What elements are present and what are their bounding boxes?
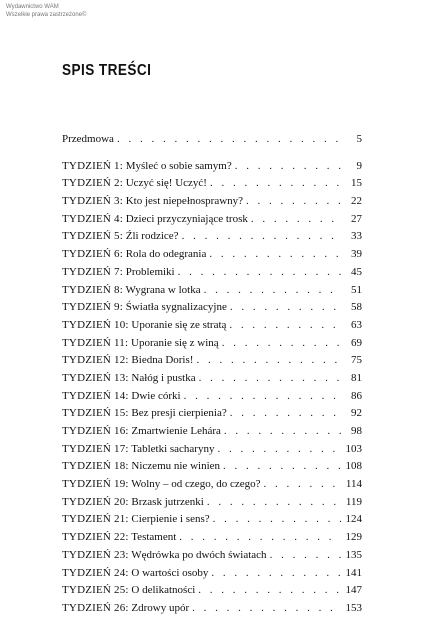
toc-leader-dots <box>198 582 341 600</box>
toc-entry-text <box>62 458 220 476</box>
toc-week-label: TYDZIEŃ 4: <box>62 212 123 225</box>
toc-page-number: 124 <box>345 513 362 526</box>
publisher-note <box>6 3 86 19</box>
toc-week-label: TYDZIEŃ 24: <box>62 566 129 579</box>
toc-page-number: 15 <box>351 177 362 190</box>
toc-chapter-title: Nałóg i pustka <box>131 371 196 384</box>
toc-entry-text <box>62 494 204 512</box>
toc-entry <box>62 317 362 335</box>
toc-chapter-title: Bez presji cierpienia? <box>131 407 227 420</box>
toc-entry-text <box>62 317 226 335</box>
toc-leader-dots <box>251 211 341 229</box>
toc-entry <box>62 494 362 512</box>
toc-week-label: TYDZIEŃ 17: <box>62 442 129 455</box>
toc-page-number: 58 <box>351 301 362 314</box>
toc-page-number: 5 <box>356 133 362 145</box>
toc-entry-text <box>62 282 201 300</box>
toc-page-number: 129 <box>345 531 362 544</box>
toc-page-number: 39 <box>351 248 362 261</box>
toc-entry <box>62 511 362 529</box>
toc-entry <box>62 565 362 583</box>
toc-entry-text <box>62 582 195 600</box>
toc-chapter-title: Zmartwienie Lehára <box>131 425 221 437</box>
toc-entry-text <box>62 600 189 618</box>
toc-entry-text <box>62 175 207 193</box>
toc-entry <box>62 264 362 282</box>
toc-entry-text <box>62 228 179 246</box>
toc-entry <box>62 352 362 370</box>
toc-leader-dots <box>246 193 341 211</box>
toc-week-label: TYDZIEŃ 23: <box>62 548 129 561</box>
toc-week-label: TYDZIEŃ 21: <box>62 513 129 526</box>
toc-entry-text <box>62 352 193 370</box>
toc-entry <box>62 370 362 388</box>
toc-page-number: 75 <box>351 354 362 367</box>
toc-entry <box>62 175 362 193</box>
toc-entry <box>62 529 362 547</box>
toc-leader-dots <box>204 282 341 300</box>
toc-chapter-title: Światła sygnalizacyjne <box>125 301 227 314</box>
toc-chapter-title: Brzask jutrzenki <box>131 495 204 508</box>
toc-entry-text <box>62 476 260 494</box>
toc-entry-text <box>62 131 114 149</box>
toc-leader-dots <box>117 131 341 149</box>
toc-entry <box>62 228 362 246</box>
toc-entry-text <box>62 158 232 176</box>
toc-leader-dots <box>179 529 341 547</box>
toc-entry <box>62 246 362 264</box>
toc-chapter-title: Testament <box>131 531 177 544</box>
toc-entry-text <box>62 547 267 565</box>
toc-leader-dots <box>209 246 341 264</box>
toc-entry-text <box>62 193 243 211</box>
toc-week-label: TYDZIEŃ 15: <box>62 407 129 420</box>
toc-entry-text <box>62 211 248 229</box>
toc-chapter-title: Myśleć o sobie samym? <box>125 159 232 172</box>
toc-chapter-title: Rola do odegrania <box>125 248 207 261</box>
toc-chapter-title: Problemiki <box>125 265 175 278</box>
toc-leader-dots <box>230 299 341 317</box>
toc-chapter-title: Biedna Doris! <box>131 354 194 367</box>
toc-entry-text <box>62 370 196 388</box>
toc-leader-dots <box>196 352 341 370</box>
toc-chapter-title: Kto jest niepełnosprawny? <box>125 195 244 208</box>
toc-leader-dots <box>235 158 341 176</box>
toc-leader-dots <box>222 335 341 353</box>
toc-page-number: 27 <box>351 212 362 225</box>
toc-chapter-title: Uczyć się! Uczyć! <box>125 177 207 190</box>
toc-entry <box>62 423 362 441</box>
toc-week-label: TYDZIEŃ 6: <box>62 248 123 261</box>
toc-page-number: 103 <box>345 442 362 455</box>
toc-week-label: TYDZIEŃ 20: <box>62 495 129 508</box>
rights-notice: Wszelkie prawa zastrzeżone© <box>6 12 87 18</box>
toc-chapter-title: Uporanie się z winą <box>131 336 219 349</box>
toc-chapter-title: Dwie córki <box>131 389 181 402</box>
toc-week-label: TYDZIEŃ 11: <box>62 336 129 349</box>
toc-entry <box>62 600 362 618</box>
toc-entry <box>62 282 362 300</box>
toc-entry <box>62 405 362 423</box>
toc-week-label: TYDZIEŃ 14: <box>62 389 129 402</box>
toc-entry <box>62 582 362 600</box>
toc-week-label: TYDZIEŃ 3: <box>62 195 123 208</box>
toc-week-label: TYDZIEŃ 1: <box>62 159 123 172</box>
toc-leader-dots <box>210 175 341 193</box>
toc-page-number: 22 <box>351 195 362 208</box>
toc-page-number: 92 <box>351 407 362 420</box>
toc-leader-dots <box>178 264 341 282</box>
toc-leader-dots <box>263 476 341 494</box>
toc-week-label: TYDZIEŃ 12: <box>62 354 129 367</box>
toc-entry <box>62 458 362 476</box>
toc-entry <box>62 193 362 211</box>
toc-week-label: TYDZIEŃ 8: <box>62 283 123 296</box>
toc-entry-preface <box>62 131 362 149</box>
toc-chapter-title: Wędrówka po dwóch światach <box>131 548 267 561</box>
toc-entry <box>62 441 362 459</box>
toc-chapter-title: Zdrowy upór <box>131 601 190 614</box>
toc-chapter-title: Przedmowa <box>62 133 114 145</box>
toc-leader-dots <box>223 458 341 476</box>
toc-week-label: TYDZIEŃ 13: <box>62 371 129 384</box>
toc-week-label: TYDZIEŃ 9: <box>62 301 123 314</box>
toc-page-number: 33 <box>351 230 362 243</box>
publisher-name: Wydawnictwo WAM <box>6 4 59 10</box>
toc-entry-text <box>62 565 208 583</box>
toc-week-label: TYDZIEŃ 18: <box>62 460 129 473</box>
toc-leader-dots <box>211 565 341 583</box>
toc-entry-text <box>62 511 210 529</box>
toc-entry-text <box>62 529 176 547</box>
toc-leader-dots <box>192 600 341 618</box>
toc-page-number: 108 <box>345 460 362 473</box>
toc-page-number: 51 <box>351 283 362 296</box>
toc-page-number: 45 <box>351 265 362 278</box>
toc-leader-dots <box>230 405 341 423</box>
toc-entry <box>62 158 362 176</box>
toc-page-number: 147 <box>345 584 362 597</box>
toc-week-label: TYDZIEŃ 25: <box>62 584 129 597</box>
toc-entry-text <box>62 335 219 353</box>
toc-page-number: 9 <box>356 159 362 172</box>
toc-chapter-title: Wygrana w lotka <box>125 283 201 296</box>
toc-page-number: 63 <box>351 318 362 331</box>
toc-page-number: 69 <box>351 336 362 349</box>
toc-leader-dots <box>182 228 341 246</box>
toc-entry <box>62 211 362 229</box>
toc-week-label: TYDZIEŃ 16: <box>62 425 129 437</box>
toc-entry <box>62 335 362 353</box>
toc-page-number: 153 <box>345 601 362 614</box>
toc-leader-dots <box>213 511 341 529</box>
toc-entry-text <box>62 405 227 423</box>
toc-week-label: TYDZIEŃ 5: <box>62 230 123 243</box>
toc-page-number: 141 <box>345 566 362 579</box>
toc-page-number: 135 <box>345 548 362 561</box>
toc-week-label: TYDZIEŃ 22: <box>62 531 129 544</box>
toc-page-number: 86 <box>351 389 362 402</box>
toc-page-number: 119 <box>345 495 362 508</box>
toc-page-number: 114 <box>345 478 362 491</box>
toc-chapter-title: Uporanie się ze stratą <box>131 318 227 331</box>
page-title: SPIS TREŚCI <box>62 62 152 79</box>
toc-page-number: 81 <box>351 371 362 384</box>
toc-week-label: TYDZIEŃ 2: <box>62 177 123 190</box>
toc-week-label: TYDZIEŃ 10: <box>62 318 129 331</box>
toc-chapter-title: Niczemu nie winien <box>131 460 221 473</box>
toc-entry-text <box>62 246 206 264</box>
toc-leader-dots <box>224 423 341 441</box>
toc-chapter-title: Cierpienie i sens? <box>131 513 210 526</box>
toc-leader-dots <box>184 388 341 406</box>
toc-chapter-title: Tabletki sacharyny <box>131 442 215 455</box>
toc-leader-dots <box>207 494 341 512</box>
toc-chapter-title: Wolny – od czego, do czego? <box>131 478 261 491</box>
toc-week-label: TYDZIEŃ 26: <box>62 601 129 614</box>
toc-week-label: TYDZIEŃ 7: <box>62 265 123 278</box>
toc-chapter-title: O delikatności <box>131 584 196 597</box>
toc-entry-text <box>62 423 221 441</box>
toc-leader-dots <box>229 317 341 335</box>
toc-entry <box>62 547 362 565</box>
toc-entry <box>62 476 362 494</box>
toc-entry <box>62 299 362 317</box>
toc-leader-dots <box>199 370 341 388</box>
toc-chapter-title: Źli rodzice? <box>125 230 179 243</box>
toc-entry <box>62 388 362 406</box>
toc-page-number: 98 <box>351 425 362 437</box>
toc-entry-text <box>62 388 181 406</box>
toc-chapter-title: Dzieci przyczyniające trosk <box>125 212 248 225</box>
toc-entry-text <box>62 299 227 317</box>
toc-chapter-title: O wartości osoby <box>131 566 209 579</box>
toc-leader-dots <box>217 441 341 459</box>
toc-entry-text <box>62 264 175 282</box>
toc-week-label: TYDZIEŃ 19: <box>62 478 129 491</box>
table-of-contents <box>62 131 362 618</box>
toc-leader-dots <box>270 547 341 565</box>
toc-entry-text <box>62 441 214 459</box>
